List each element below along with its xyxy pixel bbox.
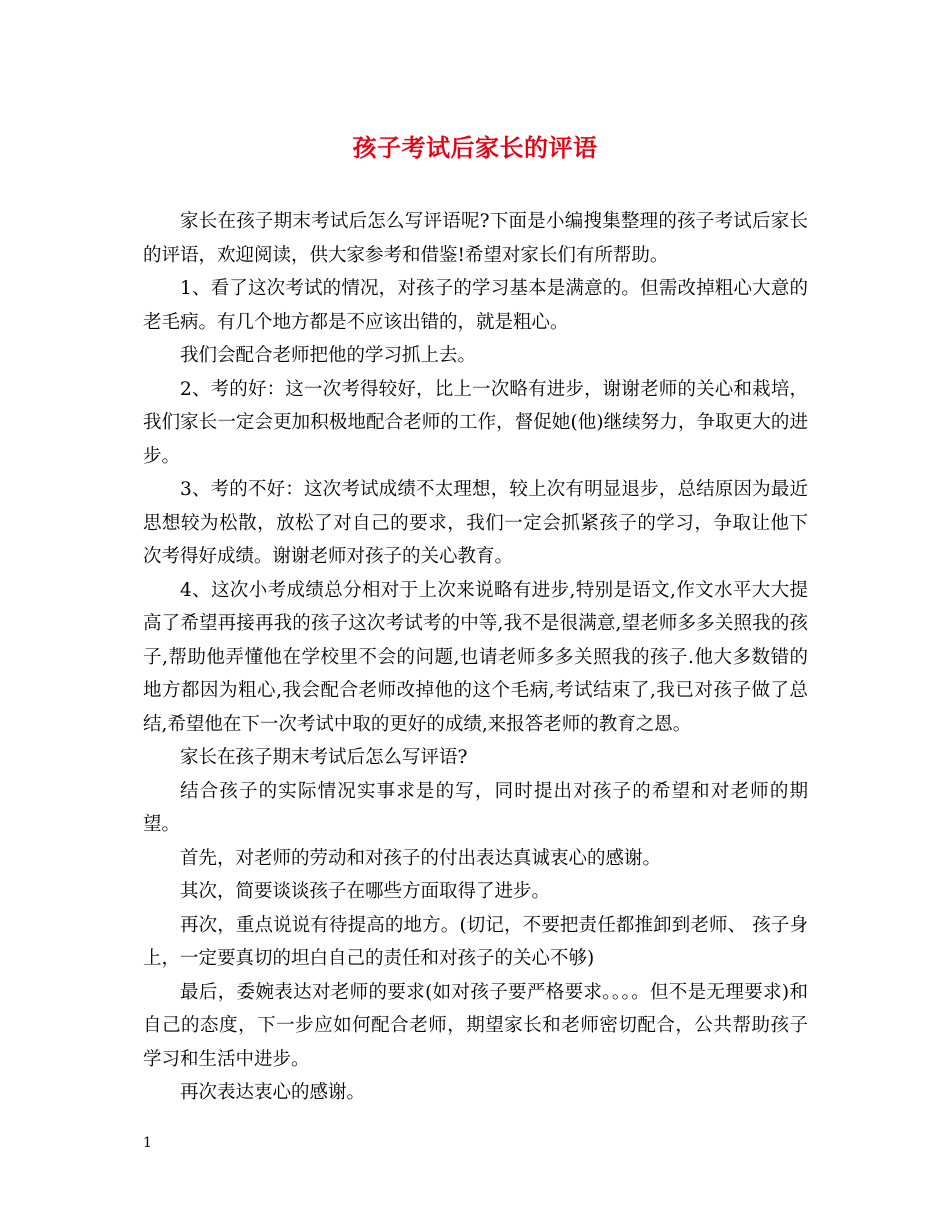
paragraph-comment-2: 2、考的好：这一次考得较好，比上一次略有进步，谢谢老师的关心和栽培，我们家长一定会更加积极地配合老师的工作，督促她(他)继续努力，争取更大的进步。 [143,378,808,467]
paragraph-comment-1-continued: 我们会配合老师把他的学习抓上去。 [180,345,477,366]
paragraph-intro: 家长在孩子期末考试后怎么写评语呢?下面是小编搜集整理的孩子考试后家长的评语，欢迎阅读，供大家参考和借鉴!希望对家长们有所帮助。 [143,211,808,266]
paragraph-guidance: 结合孩子的实际情况实事求是的写，同时提出对孩子的希望和对老师的期望。 [143,780,808,835]
paragraph-question: 家长在孩子期末考试后怎么写评语? [180,747,468,768]
paragraph-second-step: 其次，简要谈谈孩子在哪些方面取得了进步。 [180,881,551,902]
paragraph-comment-4: 4、这次小考成绩总分相对于上次来说略有进步,特别是语文,作文水平大大提高了希望再接再我的孩子这次考试考的中等,我不是很满意,望老师多多关照我的孩子,帮助他弄懂他在学校里不会的问题,也请老师多多关照我的孩子.他大多数错的地方都因为粗心,我会配合老师改掉他的这个毛病,考试结束了,我已对孩子做了总结,希望他在下一次考试中取的更好的成绩,来报答老师的教育之恩。 [143,579,808,735]
document-body [143,205,808,1110]
paragraph-comment-1: 1、看了这次考试的情况，对孩子的学习基本是满意的。但需改掉粗心大意的老毛病。有几个地方都是不应该出错的，就是粗心。 [143,278,808,333]
paragraph-comment-3: 3、考的不好：这次考试成绩不太理想，较上次有明显退步，总结原因为最近思想较为松散，放松了对自己的要求，我们一定会抓紧孩子的学习，争取让他下次考得好成绩。谢谢老师对孩子的关心教育。 [143,479,808,567]
paragraph-closing: 再次表达衷心的感谢。 [180,1082,366,1103]
page-number: 1 [143,1135,152,1151]
paragraph-third-step: 再次，重点说说有待提高的地方。(切记，不要把责任都推卸到老师、 孩子身上，一定要真切的坦白自己的责任和对孩子的关心不够) [143,914,808,969]
paragraph-final-step: 最后，委婉表达对老师的要求(如对孩子要严格要求。。。。但不是无理要求)和自己的态度，下一步应如何配合老师，期望家长和老师密切配合，公共帮助孩子学习和生活中进步。 [143,981,808,1070]
paragraph-first-step: 首先，对老师的劳动和对孩子的付出表达真诚衷心的感谢。 [180,847,662,869]
document-title: 孩子考试后家长的评语 [352,133,598,162]
